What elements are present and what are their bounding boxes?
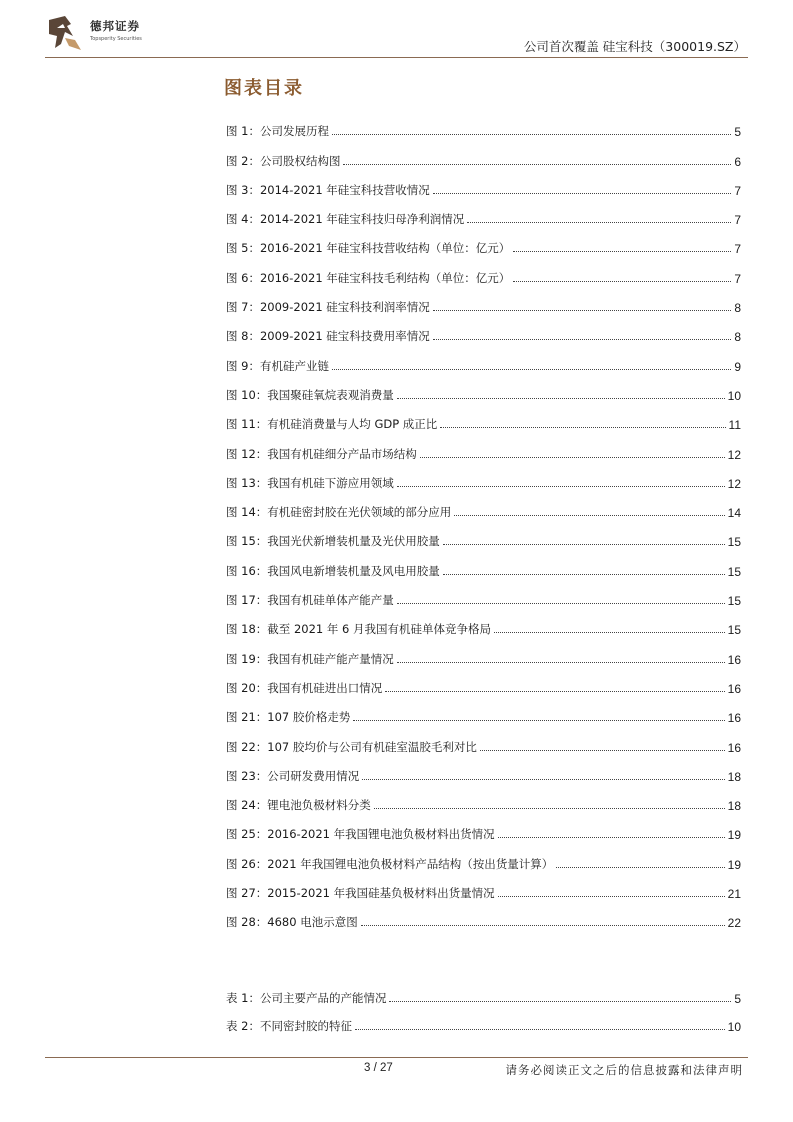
entry-label: 表 2：不同密封胶的特征 [226, 1019, 352, 1033]
dot-leader [353, 720, 724, 721]
entry-label: 图 27：2015-2021 年我国硅基负极材料出货量情况 [226, 886, 495, 901]
entry-label: 图 18：截至 2021 年 6 月我国有机硅单体竞争格局 [226, 622, 491, 637]
figure-entry[interactable] [226, 549, 741, 578]
page-title: 图表目录 [224, 78, 304, 99]
figure-entry[interactable] [226, 227, 741, 256]
entry-page-number: 12 [727, 476, 741, 491]
entry-label: 图 19：我国有机硅产能产量情况 [226, 651, 394, 666]
entry-label: 图 9：有机硅产业链 [226, 358, 329, 373]
entry-label: 图 4：2014-2021 年硅宝科技归母净利润情况 [226, 212, 465, 227]
dot-leader [433, 339, 732, 340]
company-logo [45, 14, 155, 54]
entry-page-number: 21 [727, 887, 741, 902]
footer-divider [45, 1057, 748, 1058]
dot-leader [513, 281, 731, 282]
entry-label: 图 5：2016-2021 年硅宝科技营收结构（单位：亿元） [226, 241, 511, 256]
entry-label: 图 16：我国风电新增装机量及风电用胶量 [226, 563, 440, 578]
entry-label: 图 10：我国聚硅氧烷表观消费量 [226, 387, 394, 402]
figure-entry[interactable] [226, 608, 741, 637]
figure-entry[interactable] [226, 344, 741, 373]
dot-leader [467, 222, 731, 223]
entry-label: 图 24：锂电池负极材料分类 [226, 798, 371, 813]
dot-leader [397, 398, 725, 399]
logo-chinese-name: 德邦证券 [90, 19, 140, 33]
entry-label: 图 11：有机硅消费量与人均 GDP 成正比 [226, 417, 438, 432]
dot-leader [440, 427, 725, 428]
figure-entry[interactable] [226, 198, 741, 227]
entry-page-number: 16 [727, 711, 741, 726]
dot-leader [374, 808, 725, 809]
entry-label: 图 26：2021 年我国锂电池负极材料产品结构（按出货量计算） [226, 856, 554, 871]
dot-leader [454, 515, 724, 516]
dot-leader [420, 457, 725, 458]
entry-page-number: 5 [734, 991, 741, 1006]
figure-entry[interactable] [226, 491, 741, 520]
dot-leader [355, 1029, 725, 1030]
figure-entry[interactable] [226, 374, 741, 403]
figure-entry[interactable] [226, 901, 741, 930]
entry-page-number: 11 [728, 418, 741, 433]
dot-leader [397, 486, 725, 487]
entry-page-number: 14 [727, 506, 741, 521]
report-header-title: 公司首次覆盖 硅宝科技（300019.SZ） [523, 39, 746, 54]
entry-page-number: 7 [734, 213, 741, 228]
entry-page-number: 16 [727, 740, 741, 755]
figure-entry[interactable] [226, 315, 741, 344]
dot-leader [397, 603, 725, 604]
dot-leader [443, 574, 725, 575]
entry-page-number: 12 [727, 447, 741, 462]
figure-entry[interactable] [226, 286, 741, 315]
entry-page-number: 5 [734, 125, 741, 140]
figure-entry[interactable] [226, 520, 741, 549]
dot-leader [494, 632, 725, 633]
entry-label: 图 14：有机硅密封胶在光伏领域的部分应用 [226, 505, 452, 520]
entry-page-number: 6 [734, 154, 741, 169]
entry-page-number: 15 [727, 594, 741, 609]
dot-leader [480, 750, 725, 751]
figure-entry[interactable] [226, 755, 741, 784]
entry-label: 图 6：2016-2021 年硅宝科技毛利结构（单位：亿元） [226, 270, 511, 285]
dot-leader [498, 837, 725, 838]
entry-page-number: 8 [734, 301, 741, 316]
figure-entry[interactable] [226, 813, 741, 842]
entry-page-number: 15 [727, 535, 741, 550]
entry-page-number: 18 [727, 769, 741, 784]
figure-entry[interactable] [226, 256, 741, 285]
logo-english-name: Topsperity Securities [90, 36, 142, 42]
page-number: 3 / 27 [364, 1062, 393, 1074]
entry-page-number: 7 [734, 183, 741, 198]
figure-entry[interactable] [226, 579, 741, 608]
entry-page-number: 7 [734, 242, 741, 257]
dot-leader [556, 867, 724, 868]
entry-page-number: 9 [734, 359, 741, 374]
disclaimer-note: 请务必阅读正文之后的信息披露和法律声明 [505, 1063, 743, 1077]
entry-label: 图 21：107 胶价格走势 [226, 710, 351, 725]
dot-leader [397, 662, 725, 663]
figure-entry[interactable] [226, 462, 741, 491]
entry-label: 图 25：2016-2021 年我国锂电池负极材料出货情况 [226, 827, 495, 842]
dot-leader [433, 310, 732, 311]
entry-page-number: 22 [727, 916, 741, 931]
figure-entry[interactable] [226, 110, 741, 139]
figure-entry[interactable] [226, 872, 741, 901]
figure-entry[interactable] [226, 432, 741, 461]
entry-page-number: 19 [727, 828, 741, 843]
entry-label: 图 17：我国有机硅单体产能产量 [226, 593, 394, 608]
entry-label: 图 28：4680 电池示意图 [226, 915, 358, 930]
table-list [226, 977, 741, 1034]
entry-label: 图 20：我国有机硅进出口情况 [226, 680, 383, 695]
table-entry[interactable] [226, 977, 741, 1006]
entry-label: 图 7：2009-2021 硅宝科技利润率情况 [226, 300, 430, 315]
dot-leader [513, 251, 731, 252]
figure-entry[interactable] [226, 139, 741, 168]
entry-page-number: 7 [734, 271, 741, 286]
entry-page-number: 16 [727, 681, 741, 696]
figure-list [226, 110, 741, 930]
entry-label: 图 23：公司研发费用情况 [226, 768, 360, 783]
entry-page-number: 15 [727, 623, 741, 638]
entry-label: 图 3：2014-2021 年硅宝科技营收情况 [226, 182, 430, 197]
dot-leader [343, 164, 731, 165]
entry-page-number: 19 [727, 857, 741, 872]
entry-label: 图 13：我国有机硅下游应用领域 [226, 475, 394, 490]
dot-leader [443, 544, 725, 545]
entry-page-number: 15 [727, 564, 741, 579]
entry-label: 图 8：2009-2021 硅宝科技费用率情况 [226, 329, 430, 344]
figure-entry[interactable] [226, 784, 741, 813]
figure-entry[interactable] [226, 403, 741, 432]
figure-entry[interactable] [226, 169, 741, 198]
dot-leader [362, 779, 724, 780]
figure-entry[interactable] [226, 725, 741, 754]
entry-label: 图 12：我国有机硅细分产品市场结构 [226, 446, 417, 461]
logo-mark-icon [45, 14, 85, 54]
entry-label: 图 15：我国光伏新增装机量及光伏用胶量 [226, 534, 440, 549]
figure-entry[interactable] [226, 637, 741, 666]
dot-leader [332, 134, 731, 135]
entry-page-number: 8 [734, 330, 741, 345]
dot-leader [332, 369, 731, 370]
entry-label: 表 1：公司主要产品的产能情况 [226, 990, 387, 1005]
figure-entry[interactable] [226, 842, 741, 871]
table-entry[interactable] [226, 1006, 741, 1035]
figure-entry[interactable] [226, 667, 741, 696]
entry-label: 图 22：107 胶均价与公司有机硅室温胶毛利对比 [226, 739, 477, 754]
dot-leader [361, 925, 725, 926]
dot-leader [433, 193, 732, 194]
header-divider [45, 57, 748, 58]
dot-leader [389, 1001, 731, 1002]
entry-page-number: 10 [727, 388, 741, 403]
entry-page-number: 10 [727, 1020, 741, 1034]
entry-label: 图 2：公司股权结构图 [226, 153, 341, 168]
entry-page-number: 18 [727, 799, 741, 814]
entry-page-number: 16 [727, 652, 741, 667]
figure-entry[interactable] [226, 696, 741, 725]
entry-label: 图 1：公司发展历程 [226, 124, 329, 139]
dot-leader [498, 896, 725, 897]
dot-leader [385, 691, 724, 692]
